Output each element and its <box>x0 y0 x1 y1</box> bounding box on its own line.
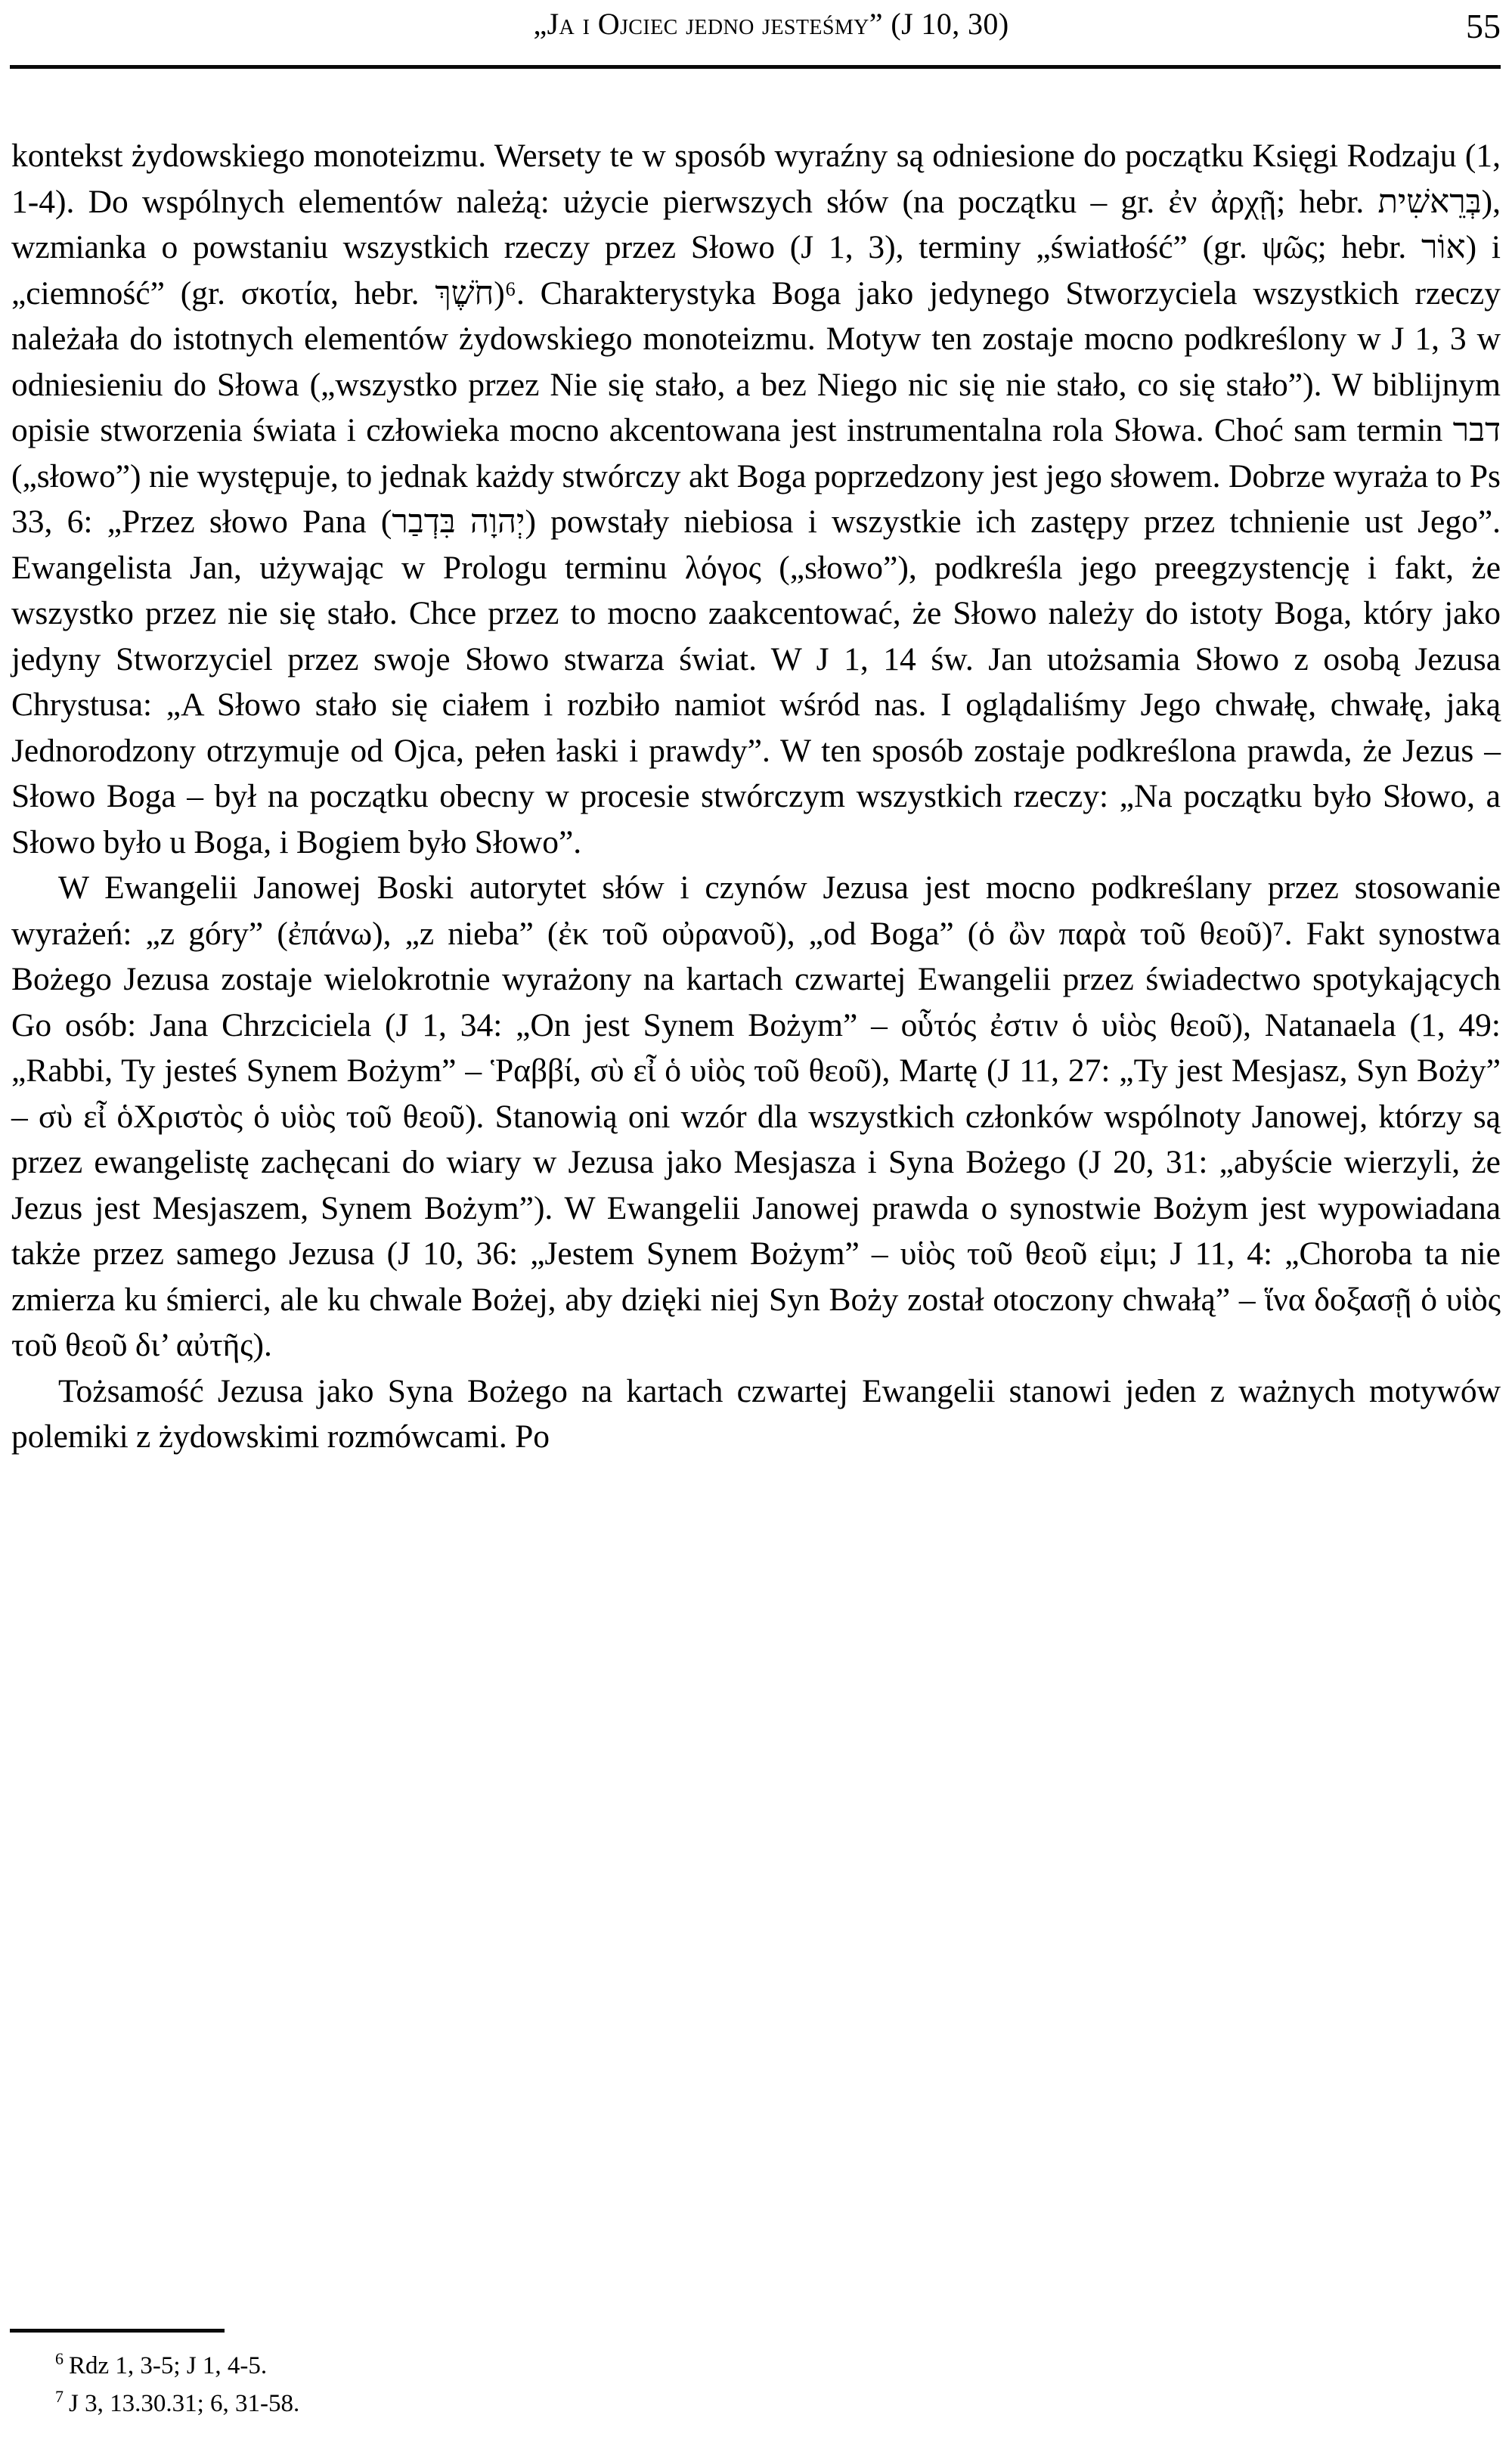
footnote-text: Rdz 1, 3-5; J 1, 4-5. <box>69 2352 268 2379</box>
running-head-title: „Ja i Ojciec jedno jesteśmy” (J 10, 30) <box>533 7 1009 41</box>
footnote-number: 6 <box>55 2349 64 2368</box>
footnote-item <box>11 2347 1501 2385</box>
body-paragraph-3: Tożsamość Jezusa jako Syna Bożego na kartach czwartej Ewangelii stanowi jeden z ważnych motywów polemiki z żydowskimi rozmówcami. Po <box>11 1372 1501 1455</box>
footnote-block <box>11 2347 1501 2423</box>
text-column <box>11 133 1501 1460</box>
header-rule <box>10 65 1501 69</box>
body-paragraph-2: W Ewangelii Janowej Boski autorytet słów i czynów Jezusa jest mocno podkreślany przez stosowanie wyrażeń: „z góry” (ἐπάνω), „z nieba” (ἐκ τοῦ οὐρανοῦ), „od Boga” (ὁ ὢν παρὰ τοῦ θεοῦ)⁷. Fakt synostwa Bożego Jezusa zostaje wielokrotnie wyrażony na kartach czwartej Ewangelii przez świadectwo spotykających Go osób: Jana Chrzciciela (J 1, 34: „On jest Synem Bożym” – οὗτός ἐστιν ὁ υἱὸς θεοῦ), Natanaela (1, 49: „Rabbi, Ty jesteś Synem Bożym” – Ῥαββί, σὺ εἶ ὁ υἱὸς τοῦ θεοῦ), Martę (J 11, 27: „Ty jest Mesjasz, Syn Boży” – σὺ εἶ ὁΧριστὸς ὁ υἱὸς τοῦ θεοῦ). Stanowią oni wzór dla wszystkich członków wspólnoty Janowej, którzy są przez ewangelistę zachęcani do wiary w Jezusa jako Mesjasza i Syna Bożego (J 20, 31: „abyście wierzyli, że Jezus jest Mesjaszem, Synem Bożym”). W Ewangelii Janowej prawda o synostwie Bożym jest wypowiadana także przez samego Jezusa (J 10, 36: „Jestem Synem Bożym” – υἱὸς τοῦ θεοῦ εἰμι; J 11, 4: „Choroba ta nie zmierza ku śmierci, ale ku chwale Bożej, aby dzięki niej Syn Boży został otoczony chwałą” – ἵνα δοξασῇ ὁ υἱὸς τοῦ θεοῦ δι’ αὐτῆς). <box>11 870 1501 1363</box>
footnote-text: J 3, 13.30.31; 6, 31-58. <box>69 2390 300 2417</box>
body-paragraph-1: kontekst żydowskiego monoteizmu. Wersety te w sposób wyraźny są odniesione do początku Księgi Rodzaju (1, 1-4). Do wspólnych elementów należą: użycie pierwszych słów (na początku – gr. ἐν ἀρχῇ; hebr. בְּרֵאשִׁית), wzmianka o powstaniu wszystkich rzeczy przez Słowo (J 1, 3), terminy „światłość” (gr. ψῶς; hebr. אוֹר) i „ciemność” (gr. σκοτία, hebr. חֹשֶׁךְ)⁶. Charakterystyka Boga jako jedynego Stworzyciela wszystkich rzeczy należała do istotnych elementów żydowskiego monoteizmu. Motyw ten zostaje mocno podkreślony w J 1, 3 w odniesieniu do Słowa („wszystko przez Nie się stało, a bez Niego nic się nie stało, co się stało”). W biblijnym opisie stworzenia świata i człowieka mocno akcentowana jest instrumentalna rola Słowa. Choć sam termin דבר („słowo”) nie występuje, to jednak każdy stwórczy akt Boga poprzedzony jest jego słowem. Dobrze wyraża to Ps 33, 6: „Przez słowo Pana (יְהוָה בִּדְבַר) powstały niebiosa i wszystkie ich zastępy przez tchnienie ust Jego”. Ewangelista Jan, używając w Prologu terminu λόγος („słowo”), podkreśla jego preegzystencję i fakt, że wszystko przez nie się stało. Chce przez to mocno zaakcentować, że Słowo należy do istoty Boga, który jako jedyny Stworzyciel przez swoje Słowo stwarza świat. W J 1, 14 św. Jan utożsamia Słowo z osobą Jezusa Chrystusa: „A Słowo stało się ciałem i rozbiło namiot wśród nas. I oglądaliśmy Jego chwałę, chwałę, jaką Jednorodzony otrzymuje od Ojca, pełen łaski i prawdy”. W ten sposób zostaje podkreślona prawda, że Jezus – Słowo Boga – był na początku obecny w procesie stwórczym wszystkich rzeczy: „Na początku było Słowo, a Słowo było u Boga, i Bogiem było Słowo”. <box>11 138 1501 860</box>
page-number: 55 <box>1466 7 1501 45</box>
footnote-item <box>11 2385 1501 2423</box>
footnote-number: 7 <box>55 2387 64 2406</box>
running-head <box>11 8 1501 67</box>
footnote-separator-rule <box>10 2329 225 2333</box>
